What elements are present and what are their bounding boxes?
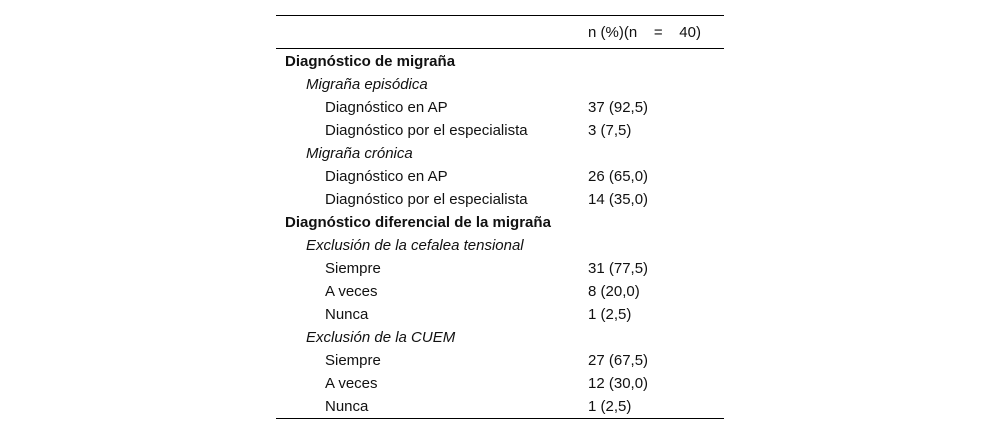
- table-row-section: [276, 50, 724, 73]
- table-row: [276, 280, 724, 303]
- row-label: Nunca: [325, 306, 369, 323]
- row-label: A veces: [325, 283, 378, 300]
- row-label: Nunca: [325, 398, 369, 415]
- row-value: 1 (2,5): [588, 306, 632, 323]
- table-row: [276, 257, 724, 280]
- column-header-n-percent: n (%)(n = 40): [588, 24, 701, 41]
- table-header-row: [276, 16, 724, 49]
- table-row-section: [276, 211, 724, 234]
- table-row: [276, 349, 724, 372]
- row-value: 14 (35,0): [588, 191, 649, 208]
- row-label: Exclusión de la cefalea tensional: [306, 237, 524, 254]
- data-table: [276, 15, 724, 419]
- table-bottom-rule: [276, 418, 724, 419]
- row-label: Diagnóstico por el especialista: [325, 191, 528, 208]
- table-row: [276, 303, 724, 326]
- row-value: 26 (65,0): [588, 168, 649, 185]
- row-label: Diagnóstico de migraña: [285, 53, 456, 70]
- table-row: [276, 165, 724, 188]
- row-label: Siempre: [325, 260, 381, 277]
- row-label: Diagnóstico por el especialista: [325, 122, 528, 139]
- table-row: [276, 96, 724, 119]
- row-label: Siempre: [325, 352, 381, 369]
- row-value: 8 (20,0): [588, 283, 640, 300]
- row-value: 27 (67,5): [588, 352, 649, 369]
- row-value: 3 (7,5): [588, 122, 632, 139]
- table-row-subsection: [276, 73, 724, 96]
- row-label: Exclusión de la CUEM: [306, 329, 456, 346]
- row-label: Diagnóstico en AP: [325, 168, 448, 185]
- table-row: [276, 119, 724, 142]
- row-label: Diagnóstico diferencial de la migraña: [285, 214, 551, 231]
- table-row: [276, 188, 724, 211]
- row-value: 12 (30,0): [588, 375, 649, 392]
- table-row-subsection: [276, 326, 724, 349]
- row-value: 1 (2,5): [588, 398, 632, 415]
- table-row: [276, 372, 724, 395]
- row-label: Migraña crónica: [306, 145, 413, 162]
- row-label: A veces: [325, 375, 378, 392]
- table-row-subsection: [276, 234, 724, 257]
- table-row: [276, 395, 724, 418]
- row-value: 37 (92,5): [588, 99, 649, 116]
- row-label: Diagnóstico en AP: [325, 99, 448, 116]
- table-row-subsection: [276, 142, 724, 165]
- row-value: 31 (77,5): [588, 260, 649, 277]
- row-label: Migraña episódica: [306, 76, 428, 93]
